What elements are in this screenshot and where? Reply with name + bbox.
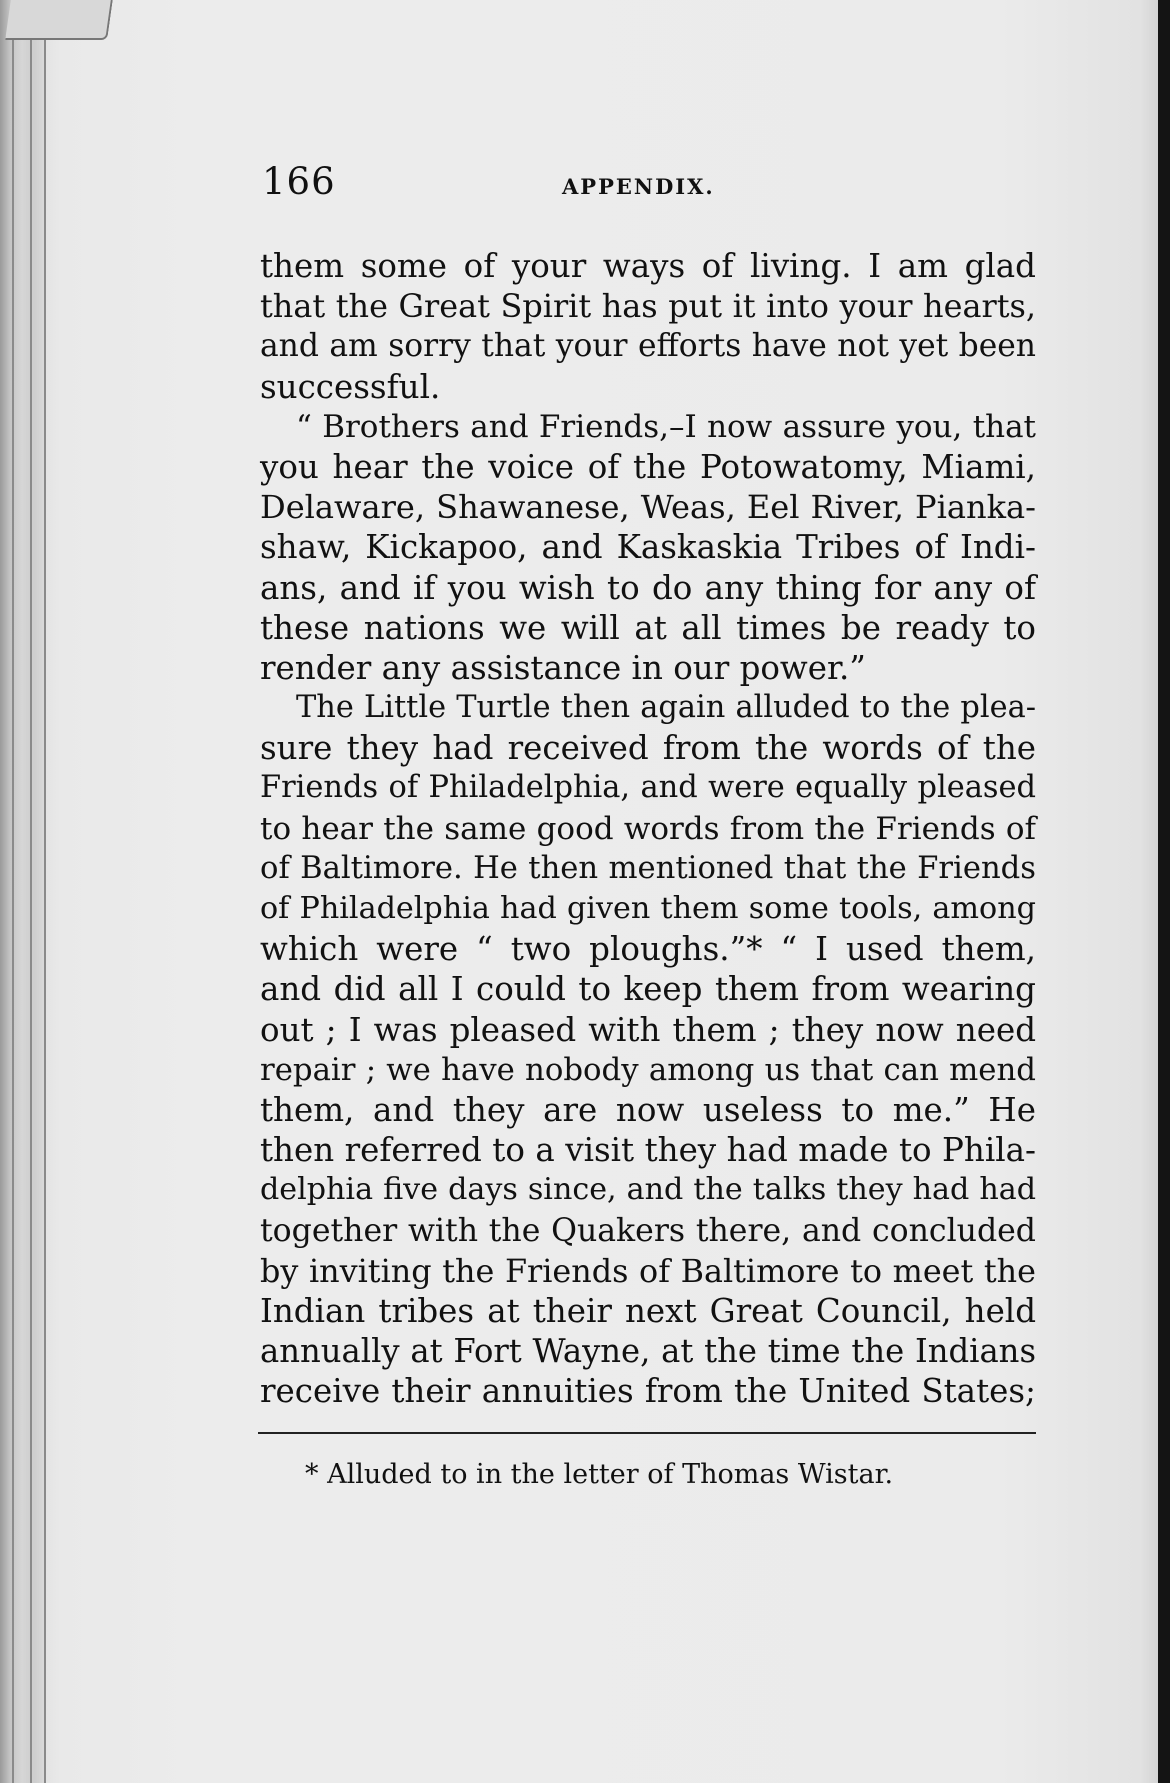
- text-line: that the Great Spirit has put it into your hearts,: [260, 287, 1036, 326]
- text-line: render any assistance in our power.”: [260, 648, 866, 687]
- footnote-rule: [258, 1432, 1036, 1434]
- text-line: these nations we will at all times be ready to: [260, 608, 1036, 647]
- text-line: Friends of Philadelphia, and were equally pleased: [260, 770, 1036, 806]
- page-header: [262, 160, 1035, 210]
- text-line: and am sorry that your efforts have not yet been: [260, 328, 1036, 365]
- text-line: delphia five days since, and the talks they had had: [260, 1172, 1036, 1208]
- text-line: then referred to a visit they had made to Phila-: [260, 1131, 1036, 1170]
- text-line: Delaware, Shawanese, Weas, Eel River, Pianka-: [260, 488, 1036, 527]
- text-line: them, and they are now useless to me.” He: [260, 1090, 1036, 1129]
- text-line: The Little Turtle then again alluded to the plea-: [296, 690, 1036, 726]
- text-line: repair ; we have nobody among us that can mend: [260, 1051, 1036, 1088]
- text-line: of Philadelphia had given them some tools, among: [260, 891, 1036, 926]
- running-head: APPENDIX.: [562, 174, 715, 199]
- text-line: shaw, Kickapoo, and Kaskaskia Tribes of Indi-: [260, 528, 1036, 567]
- text-line: out ; I was pleased with them ; they now need: [260, 1010, 1036, 1049]
- text-line: annually at Fort Wayne, at the time the Indians: [260, 1332, 1036, 1371]
- folded-corner: [5, 0, 113, 40]
- text-line: of Baltimore. He then mentioned that the Friends: [260, 850, 1036, 886]
- text-line: successful.: [260, 367, 441, 406]
- text-line: together with the Quakers there, and concluded: [260, 1212, 1036, 1249]
- text-line: ans, and if you wish to do any thing for any of: [260, 568, 1036, 607]
- book-spine: [0, 0, 46, 1783]
- text-line: to hear the same good words from the Friends of: [260, 810, 1036, 847]
- page-number: 166: [262, 160, 336, 203]
- spine-line: [12, 0, 14, 1783]
- spine-line: [44, 0, 46, 1783]
- text-line: them some of your ways of living. I am glad: [260, 247, 1036, 285]
- scan-edge: [1158, 0, 1170, 1783]
- text-line: Indian tribes at their next Great Council, held: [260, 1291, 1036, 1330]
- text-line: and did all I could to keep them from wearing: [260, 970, 1036, 1009]
- text-line: receive their annuities from the United States;: [260, 1372, 1036, 1411]
- text-line: you hear the voice of the Potowatomy, Miami,: [260, 447, 1036, 486]
- body-text: [260, 246, 1036, 1411]
- text-line: which were “ two ploughs.”* “ I used them,: [260, 930, 1036, 969]
- text-line: “ Brothers and Friends,–I now assure you, that: [296, 408, 1036, 445]
- text-line: by inviting the Friends of Baltimore to meet the: [260, 1251, 1036, 1290]
- footnote: * Alluded to in the letter of Thomas Wistar.: [305, 1459, 894, 1490]
- spine-line: [30, 0, 32, 1783]
- text-line: sure they had received from the words of the: [260, 729, 1036, 768]
